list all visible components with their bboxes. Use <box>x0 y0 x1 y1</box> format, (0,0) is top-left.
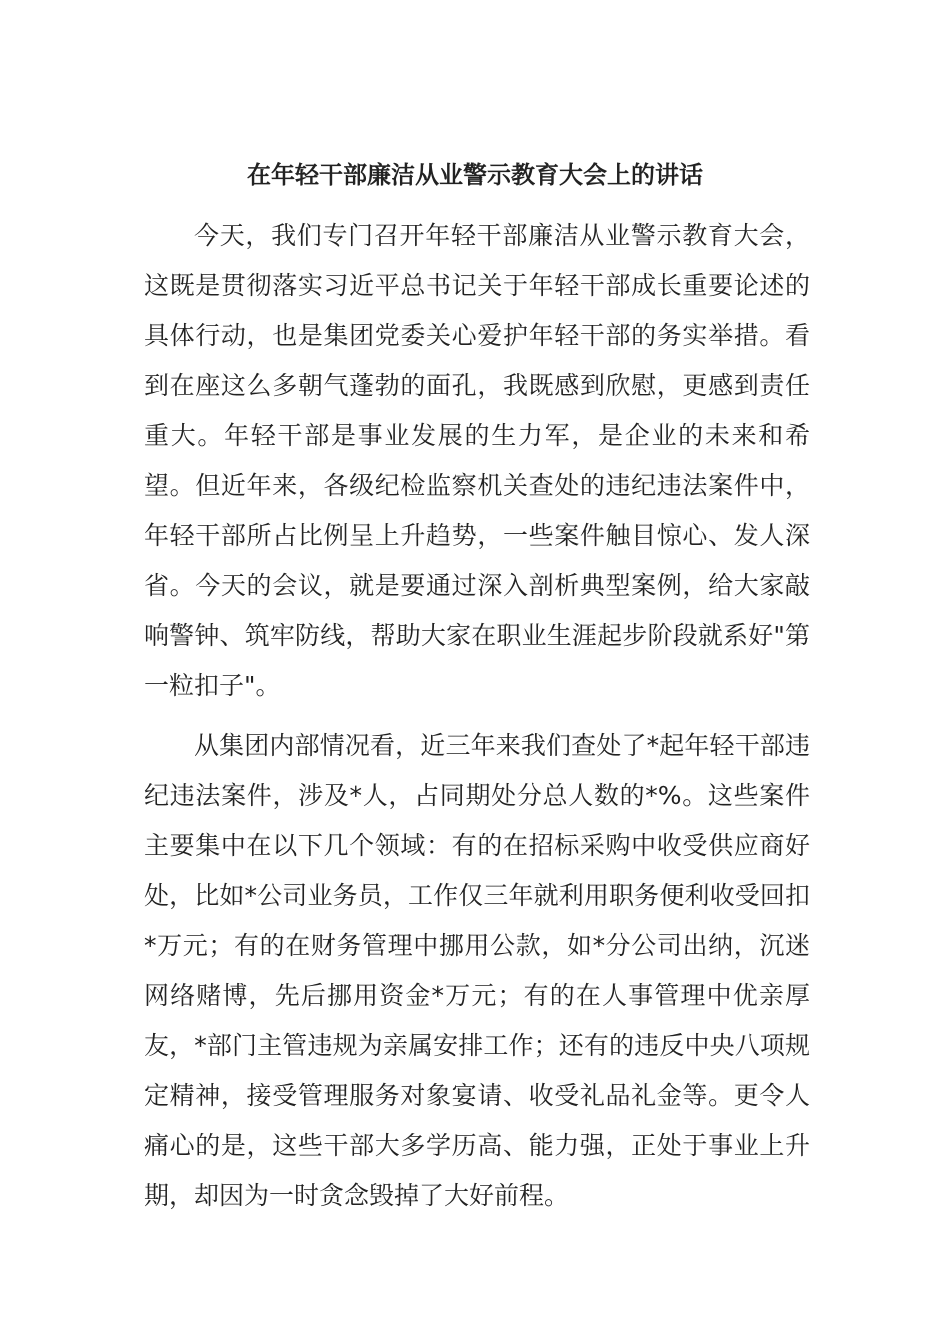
body-paragraph-1: 今天，我们专门召开年轻干部廉洁从业警示教育大会，这既是贯彻落实习近平总书记关于年轻干部成长重要论述的具体行动，也是集团党委关心爱护年轻干部的务实举措。看到在座这么多朝气蓬勃的面孔，我既感到欣慰，更感到责任重大。年轻干部是事业发展的生力军，是企业的未来和希望。但近年来，各级纪检监察机关查处的违纪违法案件中，年轻干部所占比例呈上升趋势，一些案件触目惊心、发人深省。今天的会议，就是要通过深入剖析典型案例，给大家敲响警钟、筑牢防线，帮助大家在职业生涯起步阶段就系好"第一粒扣子"。 <box>144 221 810 700</box>
body-paragraph-2: 从集团内部情况看，近三年来我们查处了*起年轻干部违纪违法案件，涉及*人，占同期处分总人数的*%。这些案件主要集中在以下几个领域：有的在招标采购中收受供应商好处，比如*公司业务员，工作仅三年就利用职务便利收受回扣*万元；有的在财务管理中挪用公款，如*分公司出纳，沉迷网络赌博，先后挪用资金*万元；有的在人事管理中优亲厚友，*部门主管违规为亲属安排工作；还有的违反中央八项规定精神，接受管理服务对象宴请、收受礼品礼金等。更令人痛心的是，这些干部大多学历高、能力强，正处于事业上升期，却因为一时贪念毁掉了大好前程。 <box>144 731 810 1210</box>
document-title: 在年轻干部廉洁从业警示教育大会上的讲话 <box>247 161 703 189</box>
